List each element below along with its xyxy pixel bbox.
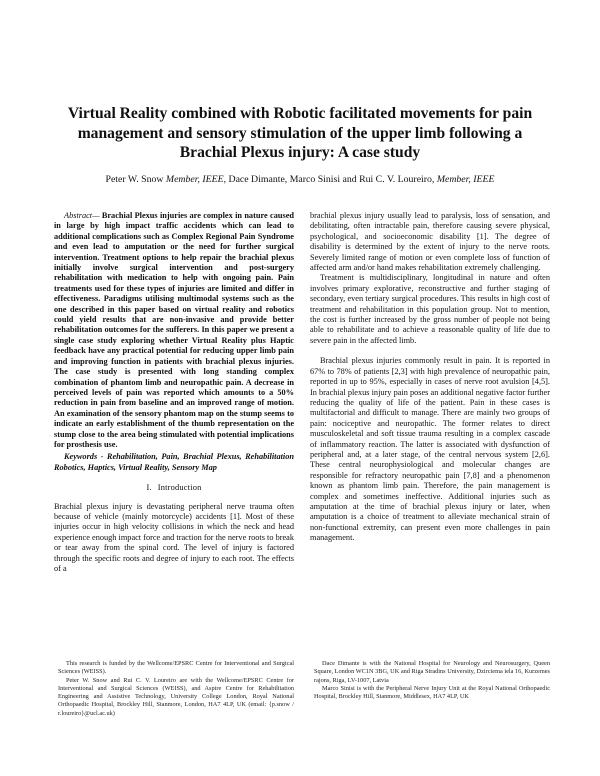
abstract [54, 211, 294, 450]
footnotes-left [58, 660, 294, 718]
left-column [54, 211, 294, 574]
footnote-funding: This research is funded by the Wellcome/EPSRC Centre for Interventional and Surgical Sciences (WEISS). [58, 660, 294, 676]
author-line [40, 174, 560, 186]
intro-paragraph: Brachial plexus injury is devastating peripheral nerve trauma often because of vehicle (mainly motorcycle) accidents [1]. Most of these injuries occur in high velocity collisions in which the neck and head experience enough impact force and traction for the nerve roots to break or tear away from the spinal cord. The level of injury is factored through the specific roots and degree of injury to each root. The effects of a [54, 501, 294, 573]
author-last-membership: Member, IEEE [436, 174, 495, 185]
footnote-affiliation-sinisi: Marco Sinisi is with the Peripheral Nerve Injury Unit at the Royal National Orthopaedic Hospital, Brockley Hill, Stanmore, Middlesex, HA7 4LP, UK [314, 684, 550, 701]
keywords: Keywords - Rehabilitation, Pain, Brachial Plexus, Rehabilitation Robotics, Haptics, Virtual Reality, Sensory Map [54, 452, 294, 472]
body-paragraph-3: Brachial plexus injuries commonly result in pain. It is reported in 67% to 78% of patients [2,3] with high prevalence of neuropathic pain, reported in up to 95%, especially in cases of nerve root avulsion [4,5]. In brachial plexus injury pain poses an additional negative factor further reducing the quality of life of the patient. Pain in these cases is multifactorial and difficult to manage. There are mainly two groups of pain: nociceptive and neuropathic. The former relates to direct musculoskeletal and soft tissue trauma resulting in a complex cascade of inflammatory reaction. The latter is associated with dysfunction of peripheral and, at a later stage, of the central nervous system [2,6]. These central neurophysiological and molecular changes are responsible for refractory neuropathic pain [7,8] and a phenomenon known as phantom limb pain. Therefore, the pain management is complex and sometimes ineffective. Additional injuries such as amputation at the time of brachial plexus injury or later, when amputation is a choice of treatment to alleviate mechanical strain of non-functional extremity, can present even more challenges in pain management. [310, 356, 550, 543]
right-column [310, 211, 550, 544]
section-heading-introduction [54, 483, 294, 493]
abstract-label: Abstract [64, 211, 93, 220]
footnote-affiliation-snow-loureiro: Peter W. Snow and Rui C. V. Loureiro are with the Wellcome/EPSRC Centre for Interventional and Surgical Sciences (WEISS), and Aspire Centre for Rehabilitation Engineering and Assistive Technology, University College London, Royal National Orthopaedic Hospital, Brockley Hill, Stanmore, London, HA7 4LP, UK (email: {p.snow / r.loureiro}@ucl.ac.uk) [58, 676, 294, 717]
author-list: , Dace Dimante, Marco Sinisi and Rui C. V. Loureiro, [223, 174, 437, 185]
footnote-affiliation-dimante: Dace Dimante is with the National Hospital for Neurology and Neurosurgery, Queen Square, London WC1N 3BG, UK and Riga Stradins University, Dzirciema iela 16, Kurzemes rajons, Riga, LV-1007, Latvia [314, 660, 550, 684]
author-1: Peter W. Snow [105, 174, 166, 185]
author-1-membership: Member, IEEE [165, 174, 224, 185]
abstract-dash: — [92, 211, 102, 220]
section-title: Introduction [157, 483, 202, 493]
footnotes-right [314, 660, 550, 701]
body-paragraph-2: Treatment is multidisciplinary, longitudinal in nature and often involves primary explorative, reconstructive and further staging of secondary, even tertiary surgical procedures. This results in high cost of treatment and rehabilitation in this population group. Not to mention, the cost is further increased by the gross number of people not being able to rehabilitate and to achieve a reasonable quality of life due to severe pain in the affected limb. [310, 273, 550, 345]
body-paragraph-1: brachial plexus injury usually lead to paralysis, loss of sensation, and debilitating, often intractable pain, therefore causing severe physical, psychological, and socioeconomic disability [1]. The degree of disability is determined by the extent of injury to the nerve roots. Severely limited range of motion or even complete loss of function of affected arm and/or hand makes rehabilitation extremely challenging. [310, 211, 550, 273]
abstract-text: Brachial Plexus injuries are complex in nature caused in large by high impact traffic accidents which can lead to additional complications such as Complex Regional Pain Syndrome and even lead to amputation or the need for further surgical intervention. Treatment options to help repair the brachial plexus initially involve surgical intervention and post-surgery rehabilitation with medication to help with ongoing pain. Pain treatments used for these types of injuries are limited and differ in effectiveness. Paradigms utilising multimodal systems such as the one described in this paper based on virtual reality and robotics could yield results that are non-invasive and provide better rehabilitation outcomes for the sufferers. In this paper we present a single case study exploring whether Virtual Reality plus Haptic feedback have any practical potential for reducing upper limb pain and improving function in patients with brachial plexus injuries. The case study is presented with long standing complex combination of phantom limb and neuropathic pain. A decrease in perceived levels of pain was reported which amounts to a 50% reduction in pain from baseline and an improved range of motion. An examination of the sensory phantom map on the stump seems to indicate an early establishment of the thumb representation on the stump close to the area being stimulated with potential implications for prosthesis use. [54, 211, 294, 449]
paper-title: Virtual Reality combined with Robotic facilitated movements for pain management and sensory stimulation of the upper limb following a Brachial Plexus injury: A case study [67, 105, 533, 161]
section-number: I. [146, 483, 152, 493]
